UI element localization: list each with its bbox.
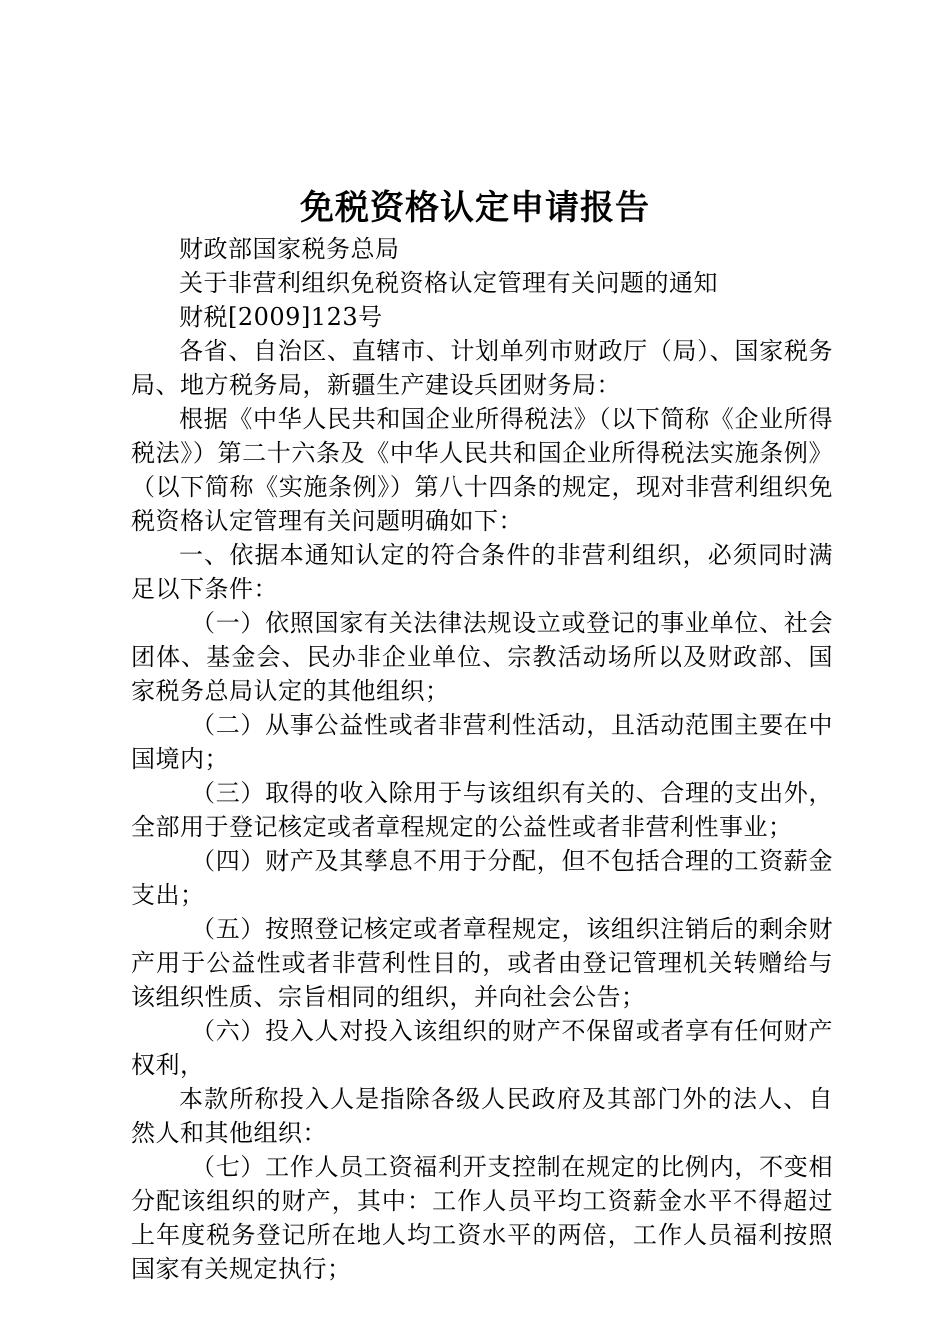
notice-title-line: 关于非营利组织免税资格认定管理有关问题的通知 — [179, 269, 718, 297]
condition-3-paragraph: （三）取得的收入除用于与该组织有关的、合理的支出外，全部用于登记核定或者章程规定的公益性或者非营利性事业； — [131, 779, 833, 841]
document-body — [131, 232, 833, 1286]
addressee-paragraph: 各省、自治区、直辖市、计划单列市财政厅（局）、国家税务局、地方税务局，新疆生产建设兵团财务局： — [131, 337, 833, 399]
condition-5-paragraph: （五）按照登记核定或者章程规定，该组织注销后的剩余财产用于公益性或者非营利性目的，或者由登记管理机关转赠给与该组织性质、宗旨相同的组织，并向社会公告； — [131, 915, 833, 1011]
condition-2-paragraph: （二）从事公益性或者非营利性活动，且活动范围主要在中国境内； — [131, 711, 833, 773]
preamble-paragraph: 根据《中华人民共和国企业所得税法》（以下简称《企业所得税法》）第二十六条及《中华人民共和国企业所得税法实施条例》（以下简称《实施条例》）第八十四条的规定，现对非营利组织免税资格认定管理有关问题明确如下： — [131, 405, 833, 535]
document-title: 免税资格认定申请报告 — [300, 188, 650, 228]
condition-6-paragraph: （六）投入人对投入该组织的财产不保留或者享有任何财产权利， — [131, 1017, 833, 1079]
issuer-line: 财政部国家税务总局 — [179, 235, 400, 263]
section-one-paragraph: 一、依据本通知认定的符合条件的非营利组织，必须同时满足以下条件： — [131, 541, 833, 603]
investor-definition-paragraph: 本款所称投入人是指除各级人民政府及其部门外的法人、自然人和其他组织： — [131, 1085, 833, 1147]
document-number-line: 财税[2009]123号 — [179, 303, 383, 331]
condition-7-paragraph: （七）工作人员工资福利开支控制在规定的比例内，不变相分配该组织的财产，其中：工作人员平均工资薪金水平不得超过上年度税务登记所在地人均工资水平的两倍，工作人员福利按照国家有关规定执行； — [131, 1153, 833, 1283]
condition-4-paragraph: （四）财产及其孳息不用于分配，但不包括合理的工资薪金支出； — [131, 847, 833, 909]
condition-1-paragraph: （一）依照国家有关法律法规设立或登记的事业单位、社会团体、基金会、民办非企业单位、宗教活动场所以及财政部、国家税务总局认定的其他组织； — [131, 609, 833, 705]
